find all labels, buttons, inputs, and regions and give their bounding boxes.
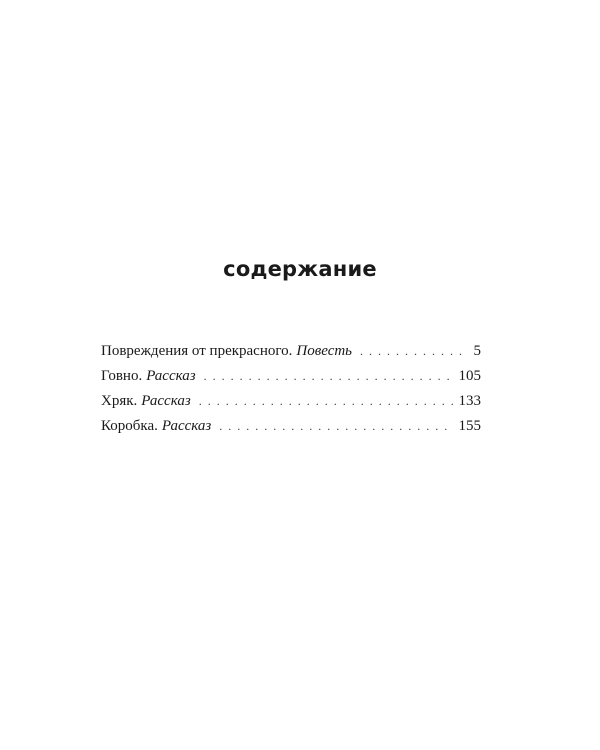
toc-entry[interactable] (101, 393, 481, 418)
toc-entry-genre: Рассказ (141, 393, 191, 409)
toc-entry-page: 155 (458, 418, 481, 434)
toc-dot-leader (204, 369, 453, 384)
toc-entry-title: Говно. (101, 368, 143, 384)
toc-entry-genre: Повесть (296, 343, 353, 359)
toc-entry[interactable] (101, 368, 481, 393)
toc-dot-leader (360, 344, 467, 359)
toc-entry-title: Коробка. (101, 418, 158, 434)
toc-entry-genre: Рассказ (146, 368, 196, 384)
toc-entry-page: 105 (458, 368, 481, 384)
toc-dot-leader (219, 419, 452, 434)
toc-entry-page: 133 (458, 393, 481, 409)
toc-entry-page: 5 (473, 343, 481, 359)
toc-dot-leader (199, 394, 453, 409)
toc-entry-title: Хряк. (101, 393, 138, 409)
toc-heading: содержание (223, 257, 377, 281)
toc-entry-title: Повреждения от прекрасного. (101, 343, 293, 359)
toc-list (101, 343, 481, 443)
toc-entry[interactable] (101, 343, 481, 368)
toc-entry-genre: Рассказ (161, 418, 212, 434)
toc-entry[interactable] (101, 418, 481, 443)
